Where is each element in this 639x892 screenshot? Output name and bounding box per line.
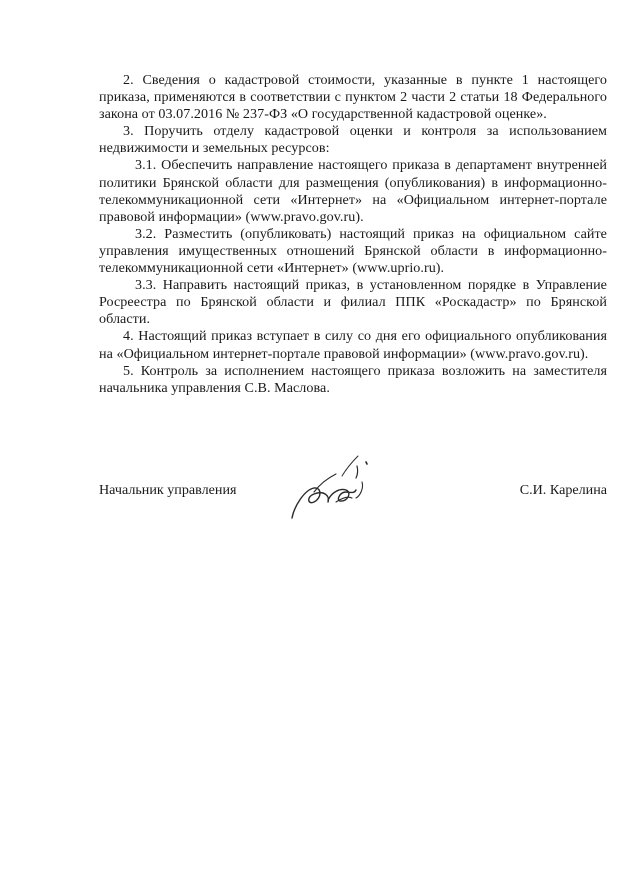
- paragraph-3-1: 3.1. Обеспечить направление настоящего приказа в департамент внутренней политики Брянской области для размещения (опубликования) в информационно-телекоммуникационной сети «Интернет» на «Официальном интернет-портале правовой информации» (www.pravo.gov.ru).: [99, 157, 607, 225]
- handwritten-signature: [284, 452, 384, 532]
- paragraph-2: 2. Сведения о кадастровой стоимости, указанные в пункте 1 настоящего приказа, применяются в соответствии с пунктом 2 части 2 статьи 18 Федерального закона от 03.07.2016 № 237-ФЗ «О государственной кадастровой оценке».: [99, 72, 607, 123]
- paragraph-3: 3. Поручить отделу кадастровой оценки и контроля за использованием недвижимости и земельных ресурсов:: [99, 123, 607, 157]
- paragraph-5: 5. Контроль за исполнением настоящего приказа возложить на заместителя начальника управления С.В. Маслова.: [99, 362, 607, 396]
- signatory-name: С.И. Карелина: [519, 482, 607, 498]
- paragraph-3-2: 3.2. Разместить (опубликовать) настоящий приказ на официальном сайте управления имущественных отношений Брянской области в информационно-телекоммуникационной сети «Интернет» (www.uprio.ru).: [99, 225, 607, 277]
- document-body: [99, 72, 607, 397]
- paragraph-4: 4. Настоящий приказ вступает в силу со дня его официального опубликования на «Официальном интернет-портале правовой информации» (www.pravo.gov.ru).: [99, 328, 607, 362]
- position-title: Начальник управления: [99, 482, 237, 498]
- paragraph-3-3: 3.3. Направить настоящий приказ, в установленном порядке в Управление Росреестра по Брянской области и филиал ППК «Роскадастр» по Брянской области.: [99, 277, 607, 328]
